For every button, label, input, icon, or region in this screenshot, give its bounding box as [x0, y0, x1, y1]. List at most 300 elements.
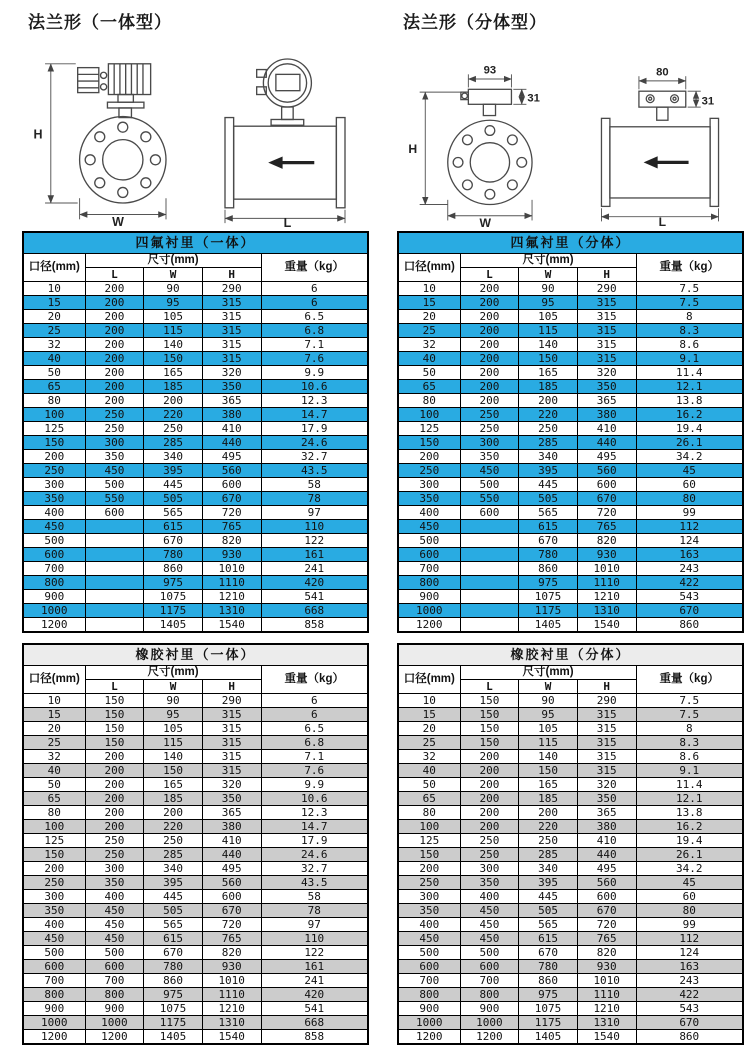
table-cell: 400	[23, 506, 85, 520]
table-cell: 500	[85, 946, 144, 960]
table-cell: 250	[460, 848, 519, 862]
table-cell: 200	[85, 366, 144, 380]
table-cell: 670	[577, 904, 636, 918]
table-cell: 380	[577, 820, 636, 834]
table-cell: 250	[398, 464, 460, 478]
table-row	[23, 820, 368, 834]
table-cell: 150	[460, 694, 519, 708]
table-row	[398, 792, 743, 806]
table-ptfe-split	[397, 231, 744, 633]
table-cell: 560	[202, 464, 261, 478]
table-cell: 40	[398, 764, 460, 778]
table-cell: 285	[144, 848, 203, 862]
table-ptfe-integrated	[22, 231, 369, 633]
table-cell: 1000	[23, 604, 85, 618]
table-row	[23, 764, 368, 778]
table-cell: 860	[144, 562, 203, 576]
table-cell: 1175	[144, 1016, 203, 1030]
table-row	[398, 604, 743, 618]
table-cell: 350	[23, 904, 85, 918]
integrated-side-view-drawing	[201, 35, 369, 227]
table-cell: 9.1	[636, 764, 743, 778]
table-cell: 765	[202, 520, 261, 534]
table-cell: 420	[261, 576, 368, 590]
table-cell: 975	[144, 988, 203, 1002]
table-cell: 105	[519, 722, 578, 736]
box-width-label: 93	[483, 64, 497, 77]
table-cell: 670	[636, 1016, 743, 1030]
table-cell: 200	[85, 310, 144, 324]
table-row	[398, 946, 743, 960]
table-cell: 8	[636, 310, 743, 324]
table-cell: 150	[85, 694, 144, 708]
table-cell: 350	[202, 792, 261, 806]
table-cell: 200	[144, 394, 203, 408]
table-cell: 858	[261, 1030, 368, 1045]
table-cell: 150	[460, 736, 519, 750]
table-cell: 1310	[202, 1016, 261, 1030]
table-cell: 11.4	[636, 778, 743, 792]
converter-housing	[78, 64, 151, 118]
table-cell: 40	[398, 352, 460, 366]
table-cell: 600	[460, 960, 519, 974]
table-cell: 780	[144, 548, 203, 562]
table-cell: 124	[636, 946, 743, 960]
table-cell: 16.2	[636, 408, 743, 422]
table-row	[23, 694, 368, 708]
table-cell: 115	[519, 324, 578, 338]
table-cell: 315	[577, 338, 636, 352]
table-cell: 380	[202, 408, 261, 422]
table-cell: 34.2	[636, 450, 743, 464]
table-cell: 365	[577, 806, 636, 820]
table-cell: 600	[398, 960, 460, 974]
table-cell: 600	[460, 506, 519, 520]
table-cell: 90	[144, 282, 203, 296]
table-cell: 400	[460, 890, 519, 904]
table-cell: 50	[398, 778, 460, 792]
table-cell: 6.5	[261, 722, 368, 736]
table-row	[398, 736, 743, 750]
table-cell: 600	[577, 890, 636, 904]
table-cell	[85, 534, 144, 548]
table-cell: 200	[398, 450, 460, 464]
table-row	[398, 722, 743, 736]
table-cell: 495	[202, 862, 261, 876]
table-cell: 340	[519, 862, 578, 876]
two-column-layout	[22, 6, 744, 1045]
table-cell: 200	[460, 324, 519, 338]
table-cell: 10	[23, 694, 85, 708]
split-section	[397, 6, 744, 1045]
table-row	[23, 436, 368, 450]
table-row	[23, 618, 368, 633]
table-cell: 10	[23, 282, 85, 296]
box-height-dimension	[513, 89, 526, 104]
table-row	[398, 960, 743, 974]
table-cell: 550	[85, 492, 144, 506]
table-cell: 25	[23, 736, 85, 750]
table-cell: 700	[460, 974, 519, 988]
table-cell: 450	[460, 904, 519, 918]
table-cell: 975	[519, 576, 578, 590]
table-cell: 100	[23, 408, 85, 422]
table-cell: 1210	[202, 1002, 261, 1016]
table-cell: 43.5	[261, 876, 368, 890]
table-cell: 505	[144, 492, 203, 506]
table-cell: 400	[85, 890, 144, 904]
table-cell: 200	[460, 282, 519, 296]
table-cell: 65	[398, 792, 460, 806]
flow-arrow-icon	[644, 156, 689, 168]
table-cell: 250	[23, 464, 85, 478]
table-cell: 350	[577, 792, 636, 806]
table-row	[398, 338, 743, 352]
table-cell: 395	[519, 464, 578, 478]
table-cell: 125	[398, 834, 460, 848]
table-cell: 500	[460, 946, 519, 960]
table-cell: 112	[636, 520, 743, 534]
col-header-h: H	[577, 268, 636, 282]
table-cell: 541	[261, 590, 368, 604]
table-row	[23, 576, 368, 590]
table-cell: 350	[460, 876, 519, 890]
table-cell: 110	[261, 520, 368, 534]
table-cell: 165	[144, 366, 203, 380]
table-cell: 315	[202, 296, 261, 310]
table-cell: 8.6	[636, 750, 743, 764]
table-cell: 19.4	[636, 834, 743, 848]
table-cell: 820	[577, 534, 636, 548]
table-row	[23, 590, 368, 604]
table-cell: 900	[398, 1002, 460, 1016]
table-cell: 1405	[144, 618, 203, 633]
table-cell: 150	[460, 722, 519, 736]
table-cell: 350	[577, 380, 636, 394]
table-cell: 165	[519, 366, 578, 380]
table-cell: 670	[636, 604, 743, 618]
table-cell: 765	[577, 520, 636, 534]
table-cell: 975	[519, 988, 578, 1002]
table-cell: 350	[23, 492, 85, 506]
table-row	[23, 562, 368, 576]
table-cell: 200	[85, 820, 144, 834]
table-cell: 930	[577, 548, 636, 562]
table-cell: 250	[519, 834, 578, 848]
table-row	[398, 834, 743, 848]
table-cell: 560	[202, 876, 261, 890]
table-row	[398, 890, 743, 904]
table-cell: 8.3	[636, 324, 743, 338]
table-row	[23, 366, 368, 380]
table-row	[23, 736, 368, 750]
table-cell: 26.1	[636, 848, 743, 862]
table-cell: 340	[144, 862, 203, 876]
table-cell: 200	[460, 338, 519, 352]
table-row	[23, 422, 368, 436]
table-row	[398, 464, 743, 478]
table-cell: 560	[577, 876, 636, 890]
table-cell: 315	[202, 722, 261, 736]
table-cell: 250	[519, 422, 578, 436]
table-cell: 1405	[519, 618, 578, 633]
table-cell: 700	[85, 974, 144, 988]
table-row	[23, 506, 368, 520]
table-row	[398, 932, 743, 946]
converter-side	[257, 59, 312, 125]
table-row	[23, 960, 368, 974]
table-row	[398, 918, 743, 932]
integrated-drawings	[22, 35, 369, 227]
table-row	[23, 1016, 368, 1030]
table-cell: 900	[23, 590, 85, 604]
table-cell: 780	[519, 960, 578, 974]
table-cell: 445	[144, 478, 203, 492]
col-header-l: L	[85, 680, 144, 694]
table-cell: 445	[519, 890, 578, 904]
table-cell: 505	[144, 904, 203, 918]
table-row	[23, 534, 368, 548]
table-cell: 600	[577, 478, 636, 492]
table-cell: 350	[85, 450, 144, 464]
table-cell: 125	[398, 422, 460, 436]
integrated-front-view-drawing	[22, 35, 190, 227]
table-cell: 200	[460, 778, 519, 792]
table-cell: 200	[519, 394, 578, 408]
table-cell	[85, 590, 144, 604]
table-row	[398, 904, 743, 918]
table-cell: 150	[85, 722, 144, 736]
table-cell: 600	[202, 890, 261, 904]
table-row	[398, 506, 743, 520]
table-cell: 1540	[577, 1030, 636, 1045]
table-cell: 45	[636, 464, 743, 478]
table-cell: 20	[398, 722, 460, 736]
table-cell: 17.9	[261, 834, 368, 848]
table-cell: 250	[460, 422, 519, 436]
table-cell: 163	[636, 960, 743, 974]
table-row	[398, 310, 743, 324]
table-cell: 250	[460, 834, 519, 848]
table-cell: 250	[85, 834, 144, 848]
table-cell: 315	[202, 352, 261, 366]
table-cell: 1110	[577, 576, 636, 590]
table-cell: 99	[636, 918, 743, 932]
table-cell: 410	[202, 422, 261, 436]
table-cell: 820	[202, 534, 261, 548]
table-cell: 440	[202, 436, 261, 450]
table-cell: 600	[23, 548, 85, 562]
table-cell: 450	[460, 464, 519, 478]
table-cell: 7.6	[261, 352, 368, 366]
table-cell: 315	[202, 338, 261, 352]
h-dimension-label: H	[408, 142, 418, 157]
col-header-l: L	[460, 268, 519, 282]
table-row	[23, 834, 368, 848]
table-cell: 290	[577, 694, 636, 708]
table-cell: 800	[398, 576, 460, 590]
table-cell: 350	[460, 450, 519, 464]
table-cell: 8	[636, 722, 743, 736]
table-cell: 1010	[202, 562, 261, 576]
table-cell: 1175	[519, 604, 578, 618]
table-row	[23, 708, 368, 722]
table-cell: 315	[202, 750, 261, 764]
table-cell	[460, 562, 519, 576]
table-cell: 320	[202, 778, 261, 792]
table-cell: 860	[519, 562, 578, 576]
table-cell: 670	[202, 492, 261, 506]
table-cell: 340	[144, 450, 203, 464]
table-cell: 1405	[519, 1030, 578, 1045]
col-header-weight: 重量（kg）	[636, 254, 743, 282]
table-row	[398, 1016, 743, 1030]
table-cell: 7.5	[636, 694, 743, 708]
table-row	[23, 932, 368, 946]
table-row	[398, 324, 743, 338]
table-cell: 105	[144, 722, 203, 736]
col-header-size: 尺寸(mm)	[85, 254, 261, 268]
table-cell: 241	[261, 562, 368, 576]
table-cell: 700	[398, 562, 460, 576]
table-cell: 14.7	[261, 408, 368, 422]
table-row	[23, 548, 368, 562]
table-cell: 243	[636, 562, 743, 576]
table-cell: 8.3	[636, 736, 743, 750]
table-cell: 600	[85, 506, 144, 520]
table-cell: 200	[85, 282, 144, 296]
table-cell: 495	[202, 450, 261, 464]
table-cell: 200	[460, 750, 519, 764]
table-cell: 6	[261, 694, 368, 708]
table-cell: 285	[519, 848, 578, 862]
table-cell: 1175	[519, 1016, 578, 1030]
table-cell: 19.4	[636, 422, 743, 436]
table-cell: 440	[202, 848, 261, 862]
table-cell: 220	[144, 820, 203, 834]
table-cell: 615	[144, 520, 203, 534]
table-row	[398, 492, 743, 506]
table-cell	[85, 604, 144, 618]
table-row	[23, 1030, 368, 1045]
table-cell: 150	[519, 352, 578, 366]
table-cell: 150	[23, 436, 85, 450]
table-cell: 365	[577, 394, 636, 408]
table-cell: 100	[398, 820, 460, 834]
table-cell: 241	[261, 974, 368, 988]
table-row	[398, 590, 743, 604]
table-cell: 720	[202, 506, 261, 520]
table-cell: 300	[23, 890, 85, 904]
table-row	[23, 1002, 368, 1016]
table-cell: 12.3	[261, 806, 368, 820]
table-row	[23, 750, 368, 764]
table-row	[398, 394, 743, 408]
table-cell: 668	[261, 604, 368, 618]
table-cell: 1200	[85, 1030, 144, 1045]
table-row	[398, 848, 743, 862]
table-cell: 1000	[398, 604, 460, 618]
table-cell: 1540	[577, 618, 636, 633]
table-row	[23, 974, 368, 988]
split-drawings	[397, 35, 744, 227]
table-cell: 32	[23, 338, 85, 352]
table-cell: 97	[261, 918, 368, 932]
table-cell: 8.6	[636, 338, 743, 352]
table-row	[398, 520, 743, 534]
table-row	[398, 576, 743, 590]
table-cell	[85, 562, 144, 576]
h-dimension-label: H	[33, 127, 43, 142]
table-cell: 32	[398, 750, 460, 764]
table-cell: 440	[577, 436, 636, 450]
table-cell: 1310	[577, 604, 636, 618]
table-cell: 200	[398, 862, 460, 876]
table-cell: 450	[460, 932, 519, 946]
table-cell: 1210	[577, 1002, 636, 1016]
table-cell: 300	[460, 436, 519, 450]
table-cell: 13.8	[636, 806, 743, 820]
table-cell: 95	[144, 708, 203, 722]
table-cell: 9.9	[261, 366, 368, 380]
table-cell: 422	[636, 576, 743, 590]
table-cell: 1000	[23, 1016, 85, 1030]
integrated-title: 法兰形（一体型）	[28, 13, 172, 32]
table-cell: 58	[261, 890, 368, 904]
table-row	[23, 464, 368, 478]
table-cell	[85, 520, 144, 534]
table-cell: 12.3	[261, 394, 368, 408]
table-cell: 25	[398, 324, 460, 338]
table-cell: 11.4	[636, 366, 743, 380]
table-row	[398, 478, 743, 492]
col-header-w: W	[144, 268, 203, 282]
table-cell: 150	[85, 708, 144, 722]
table-cell: 670	[144, 946, 203, 960]
table-cell: 200	[460, 806, 519, 820]
table-cell: 315	[202, 310, 261, 324]
table-cell: 115	[519, 736, 578, 750]
table-cell: 1210	[577, 590, 636, 604]
table-cell: 450	[85, 932, 144, 946]
table-cell: 200	[85, 806, 144, 820]
table-cell: 410	[577, 422, 636, 436]
table-cell: 410	[202, 834, 261, 848]
table-cell: 400	[398, 918, 460, 932]
table-row	[398, 778, 743, 792]
table-cell: 7.1	[261, 750, 368, 764]
table-cell: 200	[23, 862, 85, 876]
table-cell: 930	[202, 548, 261, 562]
table-cell: 450	[23, 932, 85, 946]
col-header-l: L	[85, 268, 144, 282]
table-cell: 350	[202, 380, 261, 394]
table-cell: 80	[398, 806, 460, 820]
table-cell: 163	[636, 548, 743, 562]
table-cell: 541	[261, 1002, 368, 1016]
table-cell: 150	[398, 848, 460, 862]
table-row	[398, 1002, 743, 1016]
table-cell: 220	[519, 820, 578, 834]
table-cell: 12.1	[636, 792, 743, 806]
table-cell: 40	[23, 764, 85, 778]
table-cell: 500	[398, 534, 460, 548]
table-cell: 50	[23, 778, 85, 792]
table-row	[23, 890, 368, 904]
table-cell: 150	[519, 764, 578, 778]
table-cell: 7.5	[636, 282, 743, 296]
table-cell: 78	[261, 492, 368, 506]
